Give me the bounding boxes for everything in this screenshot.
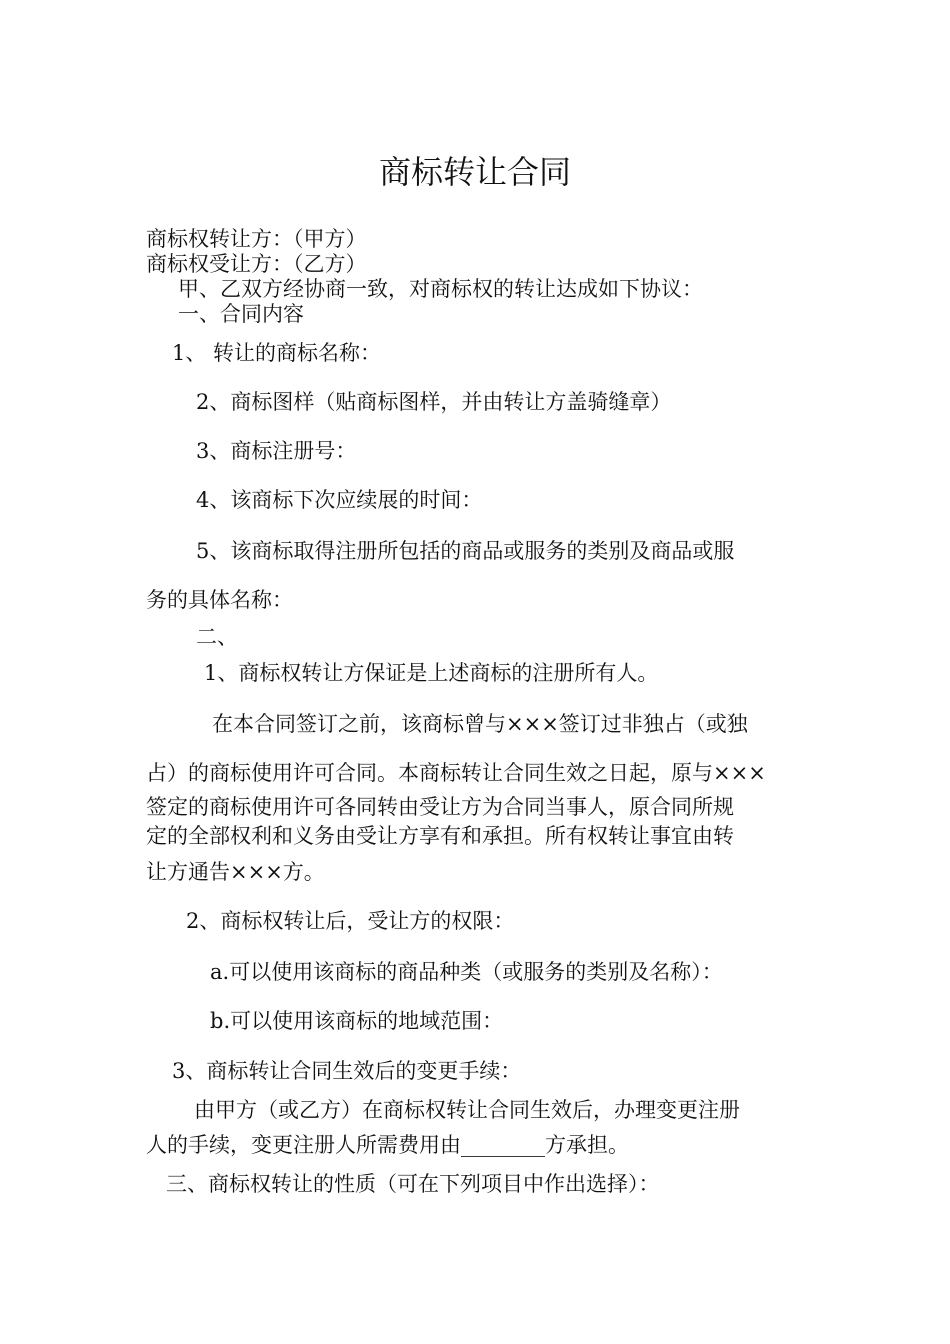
section2-para-line-2: 占）的商标使用许可合同。本商标转让合同生效之日起，原与××× (146, 761, 766, 785)
section1-item-2: 2、商标图样（贴商标图样，并由转让方盖骑缝章） (196, 390, 672, 414)
document-title: 商标转让合同 (378, 153, 571, 191)
section2-para-line-3: 签定的商标使用许可各同转由受让方为合同当事人，原合同所规 (146, 795, 734, 819)
section1-item-5-cont: 务的具体名称： (146, 588, 293, 612)
section2-item-3-para-2: 人的手续，变更注册人所需费用由________方承担。 (146, 1133, 629, 1157)
transferee-line: 商标权受让方：（乙方） (146, 252, 367, 276)
section1-item-4: 4、该商标下次应续展的时间： (196, 488, 483, 512)
section1-heading: 一、合同内容 (178, 302, 304, 326)
section1-item-5: 5、该商标取得注册所包括的商品或服务的类别及商品或服 (196, 539, 735, 563)
section2-item-2a: a.可以使用该商标的商品种类（或服务的类别及名称）： (210, 960, 723, 984)
transferor-line: 商标权转让方：（甲方） (146, 227, 367, 251)
section2-item-2b: b.可以使用该商标的地域范围： (210, 1009, 504, 1033)
section2-para-line-5: 让方通告×××方。 (146, 860, 325, 884)
section1-item-3: 3、商标注册号： (196, 439, 357, 463)
section2-item-2: 2、商标权转让后，受让方的权限： (186, 909, 515, 933)
section2-para-line-1: 在本合同签订之前，该商标曾与×××签订过非独占（或独 (212, 712, 748, 736)
section3-heading: 三、商标权转让的性质（可在下列项目中作出选择）： (166, 1172, 660, 1196)
intro-line: 甲、乙双方经协商一致，对商标权的转让达成如下协议： (178, 277, 703, 301)
section2-item-1: 1、商标权转让方保证是上述商标的注册所有人。 (204, 661, 659, 685)
section2-para-line-4: 定的全部权利和义务由受让方享有和承担。所有权转让事宜由转 (146, 824, 734, 848)
section1-item-1: 1、 转让的商标名称： (172, 341, 382, 365)
section2-heading: 二、 (196, 625, 238, 649)
section2-item-3: 3、商标转让合同生效后的变更手续： (172, 1059, 522, 1083)
section2-item-3-para-1: 由甲方（或乙方）在商标权转让合同生效后，办理变更注册 (194, 1098, 740, 1122)
